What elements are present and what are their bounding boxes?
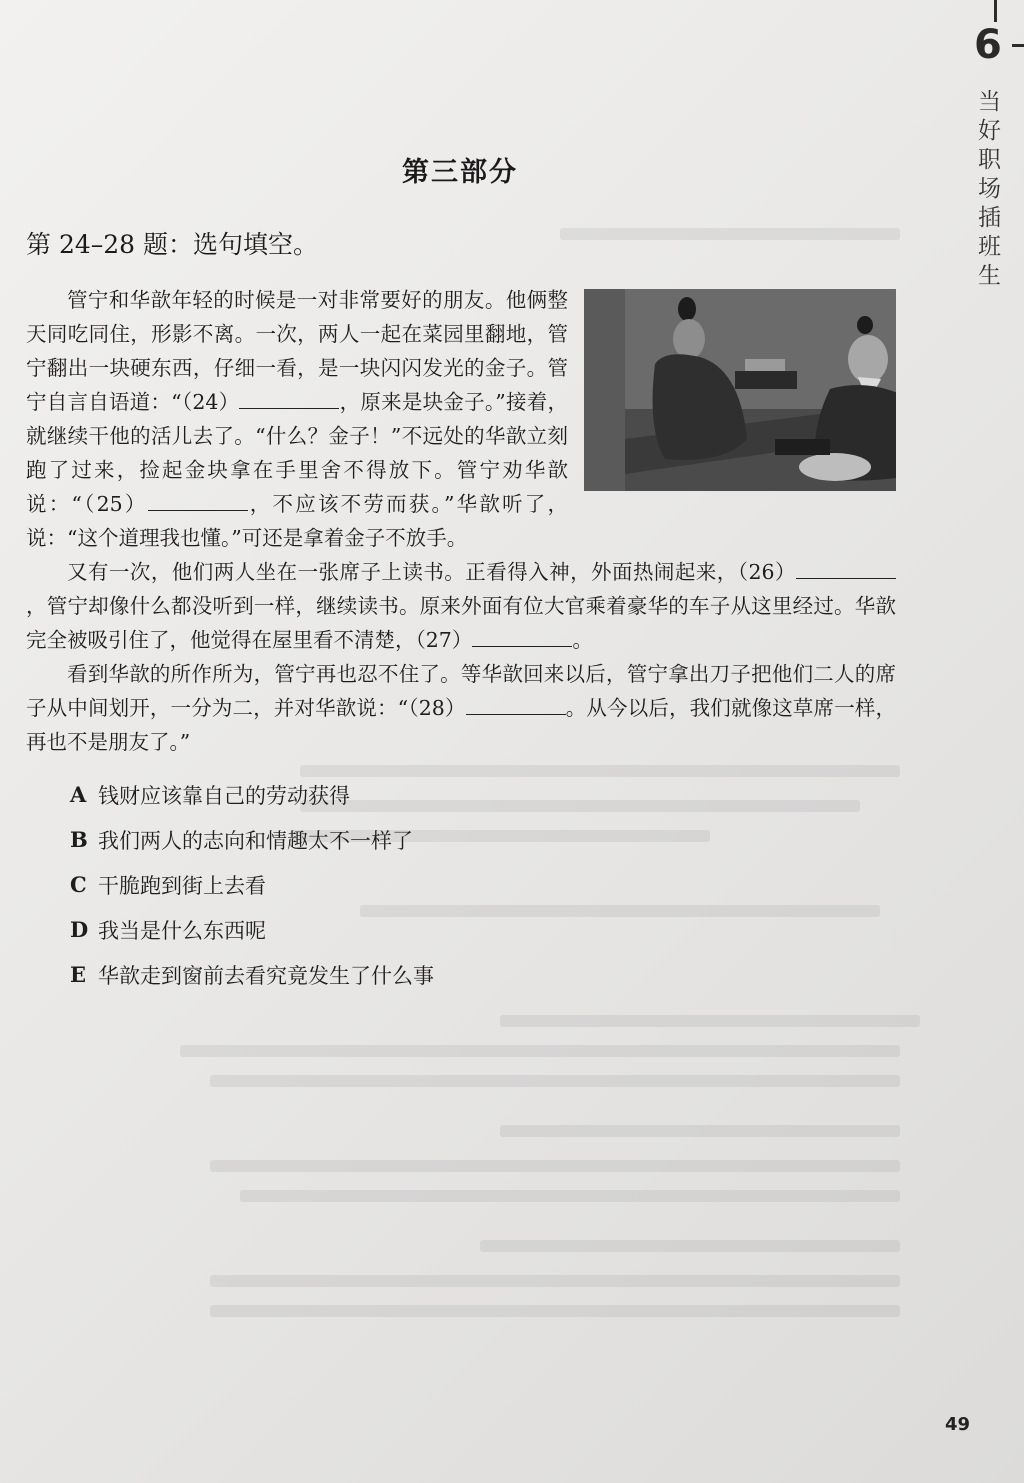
- option-c[interactable]: [70, 862, 434, 907]
- blank-24[interactable]: [239, 388, 339, 410]
- bleed-through: [560, 228, 900, 240]
- illustration: [584, 289, 896, 491]
- option-a[interactable]: [70, 772, 434, 817]
- bleed-through: [180, 1045, 900, 1057]
- blank-25[interactable]: [148, 490, 248, 512]
- passage-text: 。从今以后，我们就像这草席一样，再也不是朋友了。”: [26, 696, 896, 754]
- scholars-reading-illustration: [625, 289, 896, 491]
- option-letter: C: [70, 872, 87, 897]
- option-text: 干脆跑到街上去看: [98, 873, 266, 898]
- passage-text: 。: [572, 628, 593, 652]
- tab-rule-vertical: [994, 0, 997, 22]
- chapter-tab: [934, 0, 1024, 289]
- passage-text: ，不应该不劳而获。”华歆听了，说：“这个道理我也懂。”可还是拿着金子不放手。: [26, 492, 568, 550]
- bleed-through: [500, 1015, 920, 1027]
- option-letter: D: [70, 917, 89, 942]
- option-d[interactable]: [70, 907, 434, 952]
- blank-26[interactable]: [796, 558, 896, 580]
- blank-label: （24）: [181, 390, 240, 414]
- passage-text: 又有一次，他们两人坐在一张席子上读书。正看得入神，外面热闹起来，: [67, 560, 738, 584]
- bleed-through: [210, 1305, 900, 1317]
- bleed-through: [240, 1190, 900, 1202]
- tab-rule-horizontal: [1012, 44, 1024, 47]
- option-text: 我们两人的志向和情趣太不一样了: [98, 828, 413, 853]
- paragraph-2: [26, 555, 896, 657]
- bleed-through: [210, 1075, 900, 1087]
- question-range-heading: 第 24–28 题：选句填空。: [26, 230, 319, 259]
- option-letter: A: [70, 782, 87, 807]
- part-title: 第三部分: [402, 157, 518, 188]
- blank-label: （25）: [81, 492, 148, 516]
- blank-28[interactable]: [466, 694, 566, 716]
- reading-passage: [26, 283, 896, 759]
- option-e[interactable]: [70, 952, 434, 997]
- passage-text: ，原来是块金子。”接着，就继续干他的活儿去了。“什么？金子！”不远处的华歆立刻跑了过来，捡起金块拿在手里舍不得放下。管宁劝华歆说：“: [26, 390, 568, 516]
- paragraph-3: [26, 657, 896, 759]
- bleed-through: [360, 905, 880, 917]
- passage-text: 看到华歆的所作所为，管宁再也忍不住了。等华歆回来以后，管宁拿出刀子把他们二人的席子从中间划开，一分为二，并对华歆说：“: [26, 662, 896, 720]
- blank-label: （28）: [408, 696, 466, 720]
- bleed-through: [500, 1125, 900, 1137]
- option-letter: E: [70, 962, 87, 987]
- blank-label: （27）: [415, 628, 473, 652]
- chapter-title: 当好职场插班生: [978, 89, 1001, 289]
- bleed-through: [210, 1160, 900, 1172]
- passage-text: ，管宁却像什么都没听到一样，继续读书。原来外面有位大官乘着豪华的车子从这里经过。华歆完全被吸引住了，他觉得在屋里看不清楚，: [26, 594, 896, 652]
- option-text: 钱财应该靠自己的劳动获得: [98, 783, 350, 808]
- bleed-through: [210, 1275, 900, 1287]
- option-letter: B: [70, 827, 88, 852]
- chapter-number: 6: [974, 22, 1002, 68]
- blank-label: （26）: [737, 560, 797, 584]
- option-b[interactable]: [70, 817, 434, 862]
- passage-text: 管宁和华歆年轻的时候是一对非常要好的朋友。他俩整天同吃同住，形影不离。一次，两人一起在菜园里翻地，管宁翻出一块硬东西，仔细一看，是一块闪闪发光的金子。管宁自言自语道：“: [26, 288, 568, 414]
- blank-27[interactable]: [472, 626, 572, 648]
- paragraph-1: [26, 283, 896, 555]
- option-text: 我当是什么东西呢: [98, 918, 266, 943]
- bleed-through: [480, 1240, 900, 1252]
- answer-options: [70, 772, 434, 997]
- option-text: 华歆走到窗前去看究竟发生了什么事: [98, 963, 434, 988]
- page-number: 49: [944, 1414, 970, 1435]
